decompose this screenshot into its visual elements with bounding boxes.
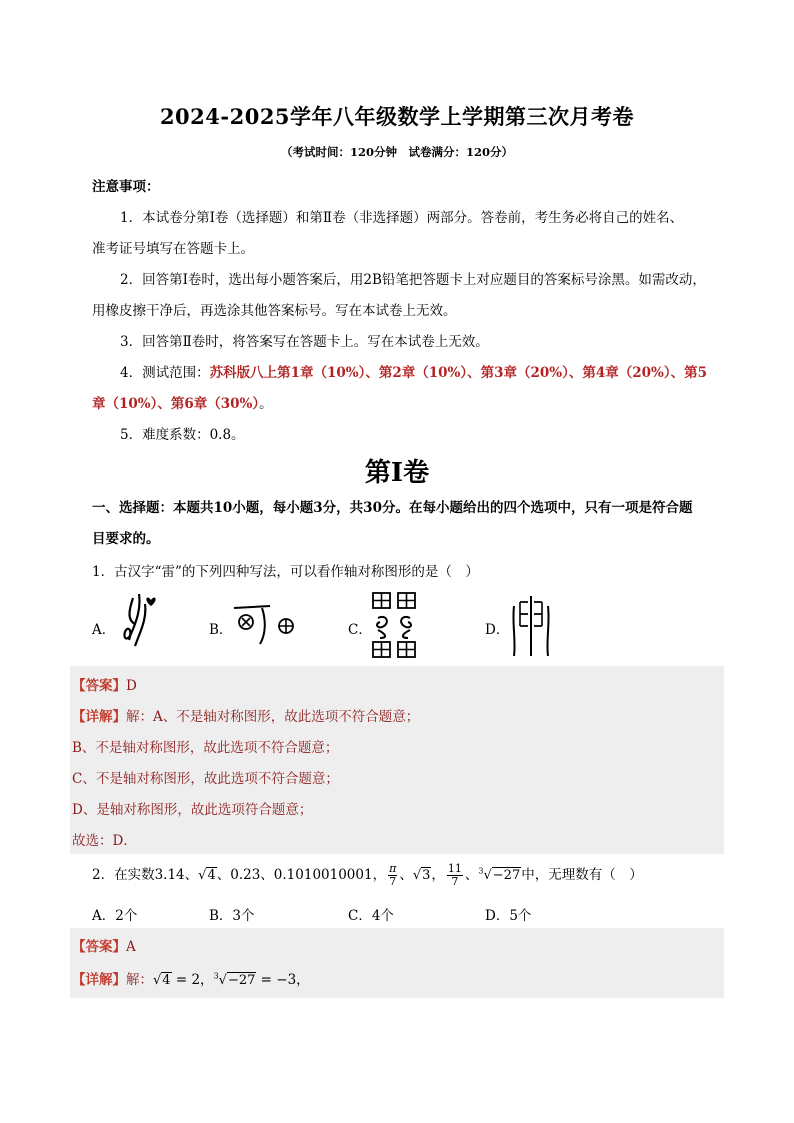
q1-detail-1-text: 解：A、不是轴对称图形，故此选项不符合题意； bbox=[126, 709, 420, 725]
q2-detail-sqrt4: √4 bbox=[153, 973, 171, 988]
q1-option-b-label: B． bbox=[209, 622, 233, 638]
q2-option-d: D．5个 bbox=[485, 908, 532, 924]
note-item-4b bbox=[92, 392, 273, 412]
q1-answer bbox=[72, 674, 137, 694]
q2-detail bbox=[72, 968, 310, 988]
q1-option-b-glyph bbox=[230, 600, 300, 648]
q2-detail-tag: 【详解】 bbox=[72, 972, 126, 988]
note-item-3: 3．回答第Ⅱ卷时，将答案写在答题卡上。写在本试卷上无效。 bbox=[120, 334, 489, 350]
test-scope-cont: 章（10%）、第6章（30%） bbox=[92, 396, 260, 412]
q2-stem-suffix: 中，无理数有（ ） bbox=[521, 867, 643, 883]
q2-eleven-over-7 bbox=[447, 863, 463, 888]
note-item-4-end: 。 bbox=[259, 396, 273, 412]
q1-option-d-label: D． bbox=[485, 622, 510, 638]
q2-pi-denominator: 7 bbox=[389, 875, 397, 888]
q2-answer bbox=[72, 935, 136, 955]
note-item-5: 5．难度系数：0.8。 bbox=[120, 427, 245, 443]
section-title: 第Ⅰ卷 bbox=[364, 458, 430, 488]
note-item-1a: 1．本试卷分第Ⅰ卷（选择题）和第Ⅱ卷（非选择题）两部分。答卷前，考生务必将自己的姓名、 bbox=[120, 210, 684, 226]
page-title: 2024-2025学年八年级数学上学期第三次月考卷 bbox=[159, 104, 635, 129]
q1-answer-value: D bbox=[126, 678, 137, 694]
notes-heading: 注意事项： bbox=[92, 179, 160, 195]
q2-stem bbox=[92, 863, 643, 888]
q1-detail-2: B、不是轴对称图形，故此选项不符合题意； bbox=[72, 740, 339, 756]
q2-answer-value: A bbox=[126, 939, 136, 955]
q2-sqrt3: √3 bbox=[412, 868, 431, 883]
q2-option-a: A．2个 bbox=[92, 908, 138, 924]
q2-cbrt-neg27: $^3$√−27 bbox=[478, 866, 521, 883]
q1-detail-4: D、是轴对称图形，故此选项符合题意； bbox=[72, 802, 313, 818]
q1-stem: 1．古汉字“雷”的下列四种写法，可以看作轴对称图形的是（ ） bbox=[92, 564, 479, 580]
note-item-2b: 用橡皮擦干净后，再选涂其他答案标号。写在本试卷上无效。 bbox=[92, 303, 457, 319]
q2-cbrt-value: −27 bbox=[492, 868, 521, 883]
q2-sqrt4: √4 bbox=[198, 868, 216, 883]
page-subtitle: （考试时间：120分钟 试卷满分：120分） bbox=[280, 145, 513, 159]
q2-stem-s4: 、 bbox=[464, 867, 479, 883]
q1-detail-5: 故选：D． bbox=[72, 833, 137, 849]
note-item-1b: 准考证号填写在答题卡上。 bbox=[92, 241, 254, 257]
q1-detail-tag: 【详解】 bbox=[72, 709, 126, 725]
q1-detail-3: C、不是轴对称图形，故此选项不符合题意； bbox=[72, 771, 339, 787]
q1-option-c-label: C． bbox=[348, 622, 372, 638]
q2-stem-s1: 、0.23、0.1010010001， bbox=[216, 867, 387, 883]
q2-pi: π bbox=[389, 862, 397, 875]
q1-option-a-label: A． bbox=[92, 622, 116, 638]
note-item-2a: 2．回答第Ⅰ卷时，选出每小题答案后，用2B铅笔把答题卡上对应题目的答案标号涂黑。如需改动， bbox=[120, 272, 706, 288]
q2-answer-tag: 【答案】 bbox=[72, 939, 126, 955]
q2-detail-sqrt4-value: 4 bbox=[162, 973, 171, 988]
q2-detail-text: 解： bbox=[126, 972, 153, 988]
q2-option-b: B．3个 bbox=[209, 908, 255, 924]
q2-detail-eq1-result: = 2， bbox=[171, 972, 214, 988]
q2-eleven: 11 bbox=[447, 862, 462, 875]
q2-detail-eq2-result: = −3， bbox=[256, 972, 310, 988]
note-item-4-label: 4．测试范围： bbox=[120, 365, 210, 381]
q1-option-d-glyph bbox=[508, 592, 554, 660]
q2-sqrt4-value: 4 bbox=[207, 868, 216, 883]
q2-eleven-denominator: 7 bbox=[451, 875, 459, 888]
q1-answer-box bbox=[70, 666, 724, 854]
test-scope: 苏科版八上第1章（10%）、第2章（10%）、第3章（20%）、第4章（20%）、第5 bbox=[209, 365, 708, 381]
q2-pi-over-7 bbox=[388, 863, 397, 888]
q2-detail-cube-index: 3 bbox=[213, 971, 219, 981]
q1-option-c-glyph bbox=[370, 590, 420, 660]
q2-stem-s2: 、 bbox=[399, 867, 413, 883]
q1-answer-tag: 【答案】 bbox=[72, 678, 126, 694]
q2-detail-cbrt: $^3$√−27 bbox=[213, 971, 256, 988]
part1-instructions-a: 一、选择题：本题共10小题，每小题3分，共30分。在每小题给出的四个选项中，只有一项是符合题 bbox=[92, 500, 693, 516]
part1-instructions-b: 目要求的。 bbox=[92, 531, 160, 547]
q1-option-a-glyph bbox=[113, 590, 165, 652]
q1-detail-1 bbox=[72, 705, 419, 725]
q2-sqrt3-value: 3 bbox=[422, 868, 431, 883]
note-item-4a bbox=[120, 361, 707, 381]
q2-option-c: C．4个 bbox=[348, 908, 394, 924]
q2-cube-index: 3 bbox=[478, 866, 484, 876]
q2-stem-s3: ， bbox=[431, 867, 445, 883]
q2-stem-prefix: 2．在实数3.14、 bbox=[92, 867, 199, 883]
q2-detail-cbrt-value: −27 bbox=[227, 973, 256, 988]
